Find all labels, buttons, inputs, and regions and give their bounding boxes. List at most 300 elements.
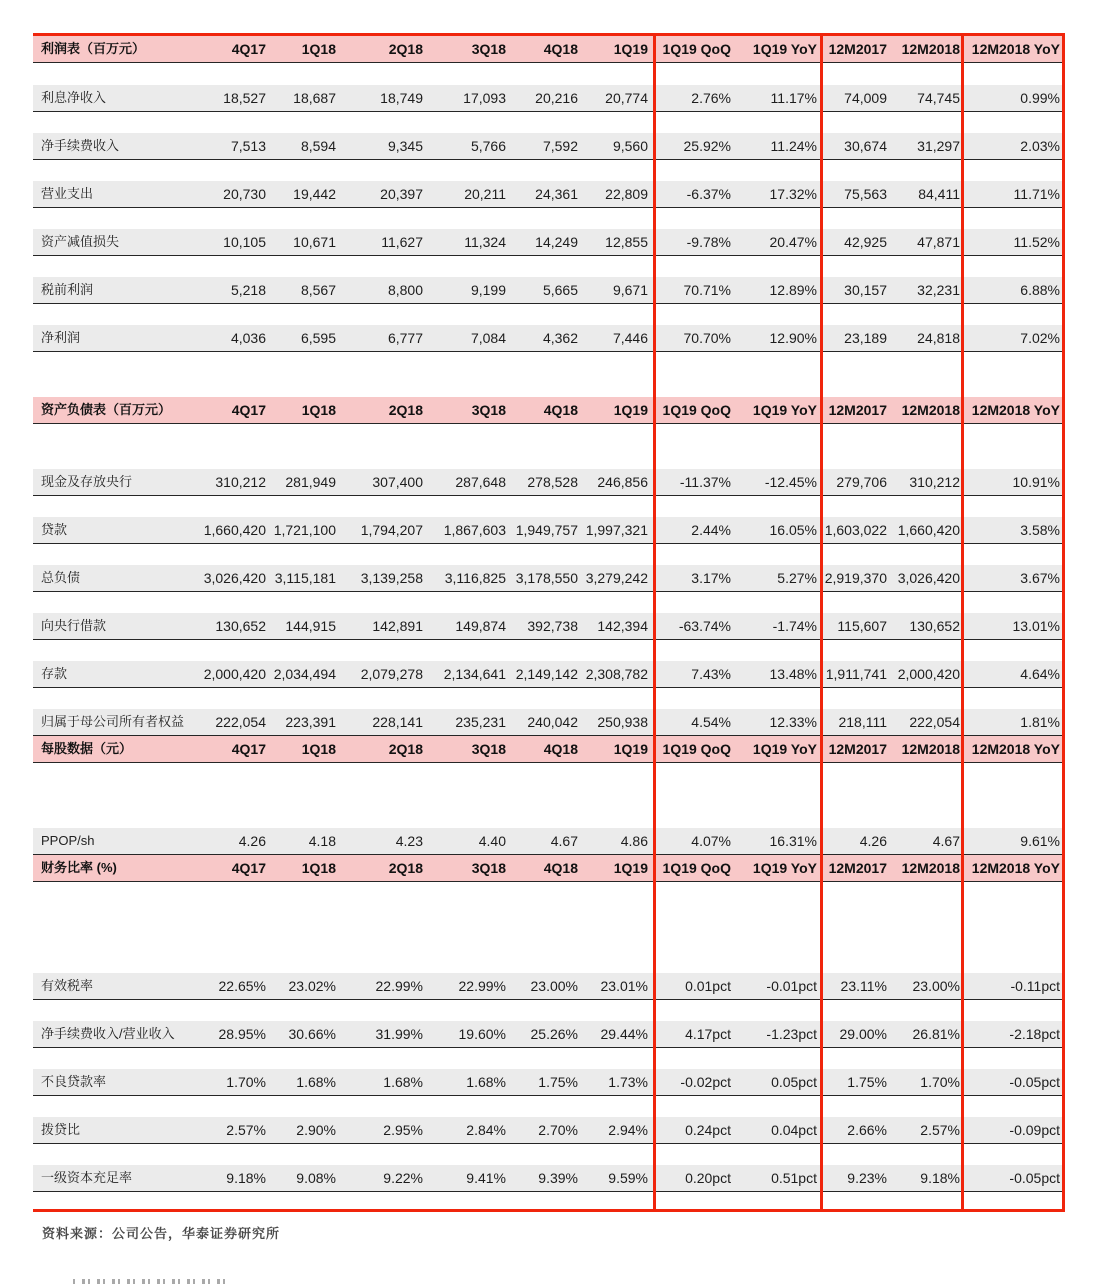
cell-value: 4.17pct bbox=[685, 1026, 731, 1042]
row-gap bbox=[33, 304, 1065, 325]
cell-value: -0.05pct bbox=[1009, 1074, 1060, 1090]
cell-value: 228,141 bbox=[372, 714, 423, 730]
cell-value: 0.51pct bbox=[771, 1170, 817, 1186]
cell-value: 142,394 bbox=[597, 618, 648, 634]
cell-value: 12,855 bbox=[605, 234, 648, 250]
cell-value: 19,442 bbox=[293, 186, 336, 202]
cell-value: 5,218 bbox=[230, 282, 266, 298]
cell-value: 8,567 bbox=[300, 282, 336, 298]
table-row bbox=[33, 133, 1065, 160]
cell-value: 3.67% bbox=[1020, 570, 1060, 586]
row-label: 有效税率 bbox=[41, 978, 94, 993]
cell-value: 11.24% bbox=[770, 138, 817, 154]
table-bottom-border bbox=[33, 1209, 1065, 1212]
cell-value: 3,178,550 bbox=[515, 570, 578, 586]
cell-value: 4.23 bbox=[395, 833, 423, 849]
red-divider-line-right bbox=[1062, 33, 1065, 1212]
cell-value: 1,721,100 bbox=[273, 522, 336, 538]
row-gap bbox=[33, 640, 1065, 661]
cell-value: 4.40 bbox=[478, 833, 506, 849]
column-header: 12M2017 bbox=[828, 41, 887, 57]
cell-value: 4.67 bbox=[550, 833, 578, 849]
cell-value: 8,594 bbox=[300, 138, 336, 154]
row-label: 向央行借款 bbox=[41, 618, 107, 633]
table-row bbox=[33, 613, 1065, 640]
table-row bbox=[33, 1165, 1065, 1192]
row-gap bbox=[33, 688, 1065, 709]
cell-value: 17,093 bbox=[463, 90, 506, 106]
table-row bbox=[33, 565, 1065, 592]
cell-value: 25.26% bbox=[530, 1026, 578, 1042]
cell-value: 8,800 bbox=[387, 282, 423, 298]
cell-value: 5,766 bbox=[470, 138, 506, 154]
cell-value: 144,915 bbox=[285, 618, 336, 634]
cell-value: 12.33% bbox=[769, 714, 817, 730]
column-header: 4Q18 bbox=[543, 402, 578, 418]
row-label: 税前利润 bbox=[41, 282, 94, 297]
cell-value: 13.01% bbox=[1012, 618, 1060, 634]
source-note: 资料来源：公司公告，华泰证券研究所 bbox=[42, 1226, 281, 1241]
cell-value: 20,216 bbox=[535, 90, 578, 106]
cell-value: 31.99% bbox=[375, 1026, 423, 1042]
cell-value: 2.03% bbox=[1020, 138, 1060, 154]
cell-value: 12.89% bbox=[769, 282, 817, 298]
cell-value: 1,997,321 bbox=[585, 522, 648, 538]
row-label: 归属于母公司所有者权益 bbox=[41, 714, 185, 729]
table-row bbox=[33, 1021, 1065, 1048]
row-gap bbox=[33, 63, 1065, 85]
section-header-row bbox=[33, 36, 1065, 63]
cell-value: 5.27% bbox=[777, 570, 817, 586]
cell-value: 1,949,757 bbox=[515, 522, 578, 538]
table-row bbox=[33, 661, 1065, 688]
cell-value: 246,856 bbox=[597, 474, 648, 490]
column-header: 12M2018 YoY bbox=[971, 860, 1060, 876]
cell-value: 12.90% bbox=[769, 330, 817, 346]
cell-value: 26.81% bbox=[912, 1026, 960, 1042]
column-header: 1Q19 bbox=[613, 860, 648, 876]
row-label: 净手续费收入/营业收入 bbox=[41, 1026, 175, 1041]
table-rows-container bbox=[33, 36, 1065, 1209]
row-gap bbox=[33, 1144, 1065, 1165]
cell-value: 4,036 bbox=[230, 330, 266, 346]
column-header: 1Q19 YoY bbox=[752, 860, 817, 876]
column-header: 12M2018 bbox=[901, 41, 960, 57]
cell-value: 235,231 bbox=[455, 714, 506, 730]
cell-value: 9.23% bbox=[847, 1170, 887, 1186]
cell-value: 20,211 bbox=[464, 186, 506, 202]
cell-value: 250,938 bbox=[597, 714, 648, 730]
cell-value: 0.24pct bbox=[685, 1122, 731, 1138]
cell-value: 7,084 bbox=[470, 330, 506, 346]
cell-value: 2,919,370 bbox=[824, 570, 887, 586]
cell-value: 70.70% bbox=[683, 330, 731, 346]
cell-value: 2,079,278 bbox=[360, 666, 423, 682]
cell-value: 3,026,420 bbox=[897, 570, 960, 586]
cell-value: -63.74% bbox=[678, 618, 731, 634]
table-row bbox=[33, 469, 1065, 496]
cell-value: 7,513 bbox=[230, 138, 266, 154]
cell-value: 14,249 bbox=[535, 234, 578, 250]
row-gap bbox=[33, 882, 1065, 973]
cell-value: 1.68% bbox=[466, 1074, 506, 1090]
cell-value: 30.66% bbox=[288, 1026, 336, 1042]
cell-value: 1.81% bbox=[1020, 714, 1060, 730]
cell-value: 23.01% bbox=[600, 978, 648, 994]
table-row bbox=[33, 1069, 1065, 1096]
cell-value: 1.75% bbox=[538, 1074, 578, 1090]
cell-value: 279,706 bbox=[836, 474, 887, 490]
cell-value: 30,157 bbox=[844, 282, 887, 298]
cell-value: 4.18 bbox=[308, 833, 336, 849]
cell-value: 9,671 bbox=[612, 282, 648, 298]
red-divider-line-3 bbox=[961, 33, 964, 1212]
cell-value: 9.61% bbox=[1020, 833, 1060, 849]
cell-value: 2.57% bbox=[226, 1122, 266, 1138]
cell-value: 1,867,603 bbox=[443, 522, 506, 538]
column-header: 1Q18 bbox=[301, 860, 336, 876]
cell-value: 1,603,022 bbox=[824, 522, 887, 538]
cell-value: 392,738 bbox=[527, 618, 578, 634]
table-row bbox=[33, 325, 1065, 352]
row-label: 净手续费收入 bbox=[41, 138, 120, 153]
cell-value: 29.00% bbox=[839, 1026, 887, 1042]
financial-table bbox=[33, 33, 1065, 1212]
cell-value: 9.59% bbox=[608, 1170, 648, 1186]
cell-value: 310,212 bbox=[909, 474, 960, 490]
cell-value: 7.43% bbox=[691, 666, 731, 682]
cell-value: 281,949 bbox=[285, 474, 336, 490]
column-header: 1Q19 bbox=[613, 741, 648, 757]
cell-value: 74,745 bbox=[917, 90, 960, 106]
cell-value: 23.11% bbox=[840, 978, 887, 994]
row-gap bbox=[33, 763, 1065, 828]
row-label: 贷款 bbox=[41, 522, 68, 537]
row-label: 一级资本充足率 bbox=[41, 1170, 133, 1185]
row-gap bbox=[33, 592, 1065, 613]
column-header: 4Q17 bbox=[231, 402, 266, 418]
table-row bbox=[33, 709, 1065, 736]
column-header: 12M2018 bbox=[901, 741, 960, 757]
column-header: 3Q18 bbox=[471, 41, 506, 57]
column-header: 12M2018 YoY bbox=[971, 41, 1060, 57]
cell-value: 11.17% bbox=[770, 90, 817, 106]
cell-value: 4.26 bbox=[859, 833, 887, 849]
column-header: 1Q18 bbox=[301, 41, 336, 57]
column-header: 1Q18 bbox=[301, 402, 336, 418]
column-header: 12M2018 bbox=[901, 860, 960, 876]
cell-value: 10.91% bbox=[1012, 474, 1060, 490]
cell-value: 2,000,420 bbox=[897, 666, 960, 682]
cell-value: 11.71% bbox=[1013, 186, 1060, 202]
cell-value: 28.95% bbox=[218, 1026, 266, 1042]
table-row bbox=[33, 828, 1065, 855]
cell-value: 9,560 bbox=[612, 138, 648, 154]
cell-value: 3,115,181 bbox=[274, 570, 336, 586]
column-header: 1Q19 YoY bbox=[752, 402, 817, 418]
cell-value: 4.07% bbox=[691, 833, 731, 849]
cell-value: 3,116,825 bbox=[444, 570, 506, 586]
cell-value: 16.05% bbox=[769, 522, 817, 538]
row-gap bbox=[33, 1000, 1065, 1021]
cell-value: 3.17% bbox=[691, 570, 731, 586]
cell-value: 6,595 bbox=[300, 330, 336, 346]
row-label: PPOP/sh bbox=[41, 833, 95, 848]
cell-value: 0.01pct bbox=[685, 978, 731, 994]
row-gap bbox=[33, 544, 1065, 565]
row-gap bbox=[33, 112, 1065, 133]
cell-value: -0.01pct bbox=[766, 978, 817, 994]
cell-value: 1.70% bbox=[920, 1074, 960, 1090]
row-label: 不良贷款率 bbox=[41, 1074, 107, 1089]
cell-value: 22.99% bbox=[375, 978, 423, 994]
cell-value: -12.45% bbox=[764, 474, 817, 490]
cell-value: 6.88% bbox=[1020, 282, 1060, 298]
cell-value: 2.57% bbox=[920, 1122, 960, 1138]
cell-value: 42,925 bbox=[844, 234, 887, 250]
cell-value: 10,671 bbox=[293, 234, 336, 250]
column-header: 4Q18 bbox=[543, 41, 578, 57]
cell-value: 1,911,741 bbox=[825, 666, 887, 682]
section-title: 财务比率 (%) bbox=[41, 860, 117, 875]
cell-value: 10,105 bbox=[223, 234, 266, 250]
row-gap bbox=[33, 1192, 1065, 1209]
cell-value: 5,665 bbox=[542, 282, 578, 298]
cell-value: 222,054 bbox=[215, 714, 266, 730]
column-header: 1Q19 QoQ bbox=[662, 860, 731, 876]
cell-value: 142,891 bbox=[372, 618, 423, 634]
column-header: 12M2018 YoY bbox=[971, 402, 1060, 418]
cell-value: 24,361 bbox=[535, 186, 578, 202]
column-header: 1Q19 bbox=[613, 41, 648, 57]
cell-value: 20.47% bbox=[769, 234, 817, 250]
cell-value: 2.94% bbox=[608, 1122, 648, 1138]
cell-value: 29.44% bbox=[600, 1026, 648, 1042]
cell-value: 307,400 bbox=[372, 474, 423, 490]
column-header: 4Q17 bbox=[231, 41, 266, 57]
cell-value: 25.92% bbox=[683, 138, 731, 154]
cell-value: 218,111 bbox=[838, 714, 887, 730]
cell-value: 2.90% bbox=[296, 1122, 336, 1138]
cell-value: 19.60% bbox=[458, 1026, 506, 1042]
row-gap bbox=[33, 256, 1065, 277]
row-gap bbox=[33, 208, 1065, 229]
column-header: 12M2017 bbox=[828, 741, 887, 757]
table-row bbox=[33, 229, 1065, 256]
row-label: 营业支出 bbox=[41, 186, 94, 201]
section-title: 每股数据（元） bbox=[41, 741, 133, 756]
cell-value: 3.58% bbox=[1020, 522, 1060, 538]
cell-value: 1.73% bbox=[608, 1074, 648, 1090]
column-header: 12M2018 YoY bbox=[971, 741, 1060, 757]
cell-value: 23.00% bbox=[912, 978, 960, 994]
table-row bbox=[33, 181, 1065, 208]
cell-value: 1.68% bbox=[296, 1074, 336, 1090]
column-header: 2Q18 bbox=[388, 41, 423, 57]
cell-value: 3,279,242 bbox=[585, 570, 648, 586]
section-title: 资产负债表（百万元） bbox=[41, 402, 172, 417]
cell-value: 22,809 bbox=[605, 186, 648, 202]
cell-value: 2.44% bbox=[691, 522, 731, 538]
cell-value: 9,199 bbox=[470, 282, 506, 298]
cell-value: 22.65% bbox=[218, 978, 266, 994]
cell-value: 130,652 bbox=[215, 618, 266, 634]
column-header: 4Q18 bbox=[543, 741, 578, 757]
column-header: 1Q19 QoQ bbox=[662, 402, 731, 418]
cell-value: 3,026,420 bbox=[203, 570, 266, 586]
cell-value: 2.76% bbox=[691, 90, 731, 106]
cell-value: -9.78% bbox=[686, 234, 731, 250]
cell-value: 2,000,420 bbox=[203, 666, 266, 682]
cell-value: 2.84% bbox=[466, 1122, 506, 1138]
cell-value: 13.48% bbox=[769, 666, 817, 682]
cell-value: 16.31% bbox=[769, 833, 817, 849]
cell-value: 11,627 bbox=[381, 234, 423, 250]
column-header: 4Q18 bbox=[543, 860, 578, 876]
cell-value: 9.41% bbox=[466, 1170, 506, 1186]
cell-value: 287,648 bbox=[455, 474, 506, 490]
cell-value: -11.37% bbox=[679, 474, 731, 490]
cell-value: 75,563 bbox=[844, 186, 887, 202]
column-header: 1Q19 QoQ bbox=[662, 41, 731, 57]
cell-value: 2,134,641 bbox=[443, 666, 506, 682]
table-row bbox=[33, 973, 1065, 1000]
cell-value: 23.02% bbox=[288, 978, 336, 994]
cell-value: 0.05pct bbox=[771, 1074, 817, 1090]
cell-value: 20,397 bbox=[380, 186, 423, 202]
clipped-text-remnant bbox=[73, 1279, 227, 1284]
cell-value: 7,592 bbox=[542, 138, 578, 154]
cell-value: 0.99% bbox=[1020, 90, 1060, 106]
column-header: 2Q18 bbox=[388, 860, 423, 876]
cell-value: 30,674 bbox=[844, 138, 887, 154]
cell-value: 2.95% bbox=[383, 1122, 423, 1138]
column-header: 1Q19 QoQ bbox=[662, 741, 731, 757]
column-header: 1Q19 YoY bbox=[752, 41, 817, 57]
cell-value: 2.70% bbox=[538, 1122, 578, 1138]
cell-value: -0.09pct bbox=[1009, 1122, 1060, 1138]
column-header: 1Q19 YoY bbox=[752, 741, 817, 757]
column-header: 12M2017 bbox=[828, 860, 887, 876]
table-row bbox=[33, 277, 1065, 304]
cell-value: 7,446 bbox=[612, 330, 648, 346]
row-gap bbox=[33, 160, 1065, 181]
cell-value: 9.18% bbox=[226, 1170, 266, 1186]
cell-value: -6.37% bbox=[686, 186, 731, 202]
cell-value: 310,212 bbox=[215, 474, 266, 490]
table-row bbox=[33, 85, 1065, 112]
red-divider-line-2 bbox=[820, 33, 823, 1212]
column-header: 1Q19 bbox=[613, 402, 648, 418]
cell-value: 149,874 bbox=[455, 618, 506, 634]
cell-value: 32,231 bbox=[917, 282, 960, 298]
row-label: 存款 bbox=[41, 666, 68, 681]
cell-value: 240,042 bbox=[527, 714, 578, 730]
cell-value: -0.11pct bbox=[1010, 978, 1060, 994]
cell-value: 1,660,420 bbox=[203, 522, 266, 538]
cell-value: 7.02% bbox=[1020, 330, 1060, 346]
cell-value: 1.75% bbox=[847, 1074, 887, 1090]
row-gap bbox=[33, 352, 1065, 397]
cell-value: 31,297 bbox=[917, 138, 960, 154]
cell-value: -0.05pct bbox=[1009, 1170, 1060, 1186]
cell-value: 4.26 bbox=[238, 833, 266, 849]
column-header: 3Q18 bbox=[471, 860, 506, 876]
column-header: 1Q18 bbox=[301, 741, 336, 757]
cell-value: 11.52% bbox=[1013, 234, 1060, 250]
cell-value: 74,009 bbox=[844, 90, 887, 106]
cell-value: 23,189 bbox=[844, 330, 887, 346]
cell-value: 9.39% bbox=[538, 1170, 578, 1186]
cell-value: 0.04pct bbox=[771, 1122, 817, 1138]
row-label: 利息净收入 bbox=[41, 90, 107, 105]
cell-value: 4.54% bbox=[691, 714, 731, 730]
cell-value: 84,411 bbox=[918, 186, 960, 202]
cell-value: 23.00% bbox=[530, 978, 578, 994]
red-divider-line-1 bbox=[653, 33, 656, 1212]
section-header-row bbox=[33, 855, 1065, 882]
cell-value: -1.23pct bbox=[766, 1026, 817, 1042]
cell-value: -2.18pct bbox=[1009, 1026, 1060, 1042]
row-label: 资产减值损失 bbox=[41, 234, 120, 249]
column-header: 3Q18 bbox=[471, 741, 506, 757]
cell-value: 0.20pct bbox=[685, 1170, 731, 1186]
row-gap bbox=[33, 496, 1065, 517]
cell-value: 24,818 bbox=[917, 330, 960, 346]
row-label: 净利润 bbox=[41, 330, 81, 345]
cell-value: 11,324 bbox=[464, 234, 506, 250]
cell-value: 70.71% bbox=[683, 282, 731, 298]
cell-value: 4.86 bbox=[620, 833, 648, 849]
table-row bbox=[33, 1117, 1065, 1144]
cell-value: 3,139,258 bbox=[360, 570, 423, 586]
cell-value: 1.70% bbox=[226, 1074, 266, 1090]
cell-value: 115,607 bbox=[837, 618, 887, 634]
cell-value: 22.99% bbox=[458, 978, 506, 994]
section-title: 利润表（百万元） bbox=[41, 41, 146, 56]
cell-value: 4.64% bbox=[1020, 666, 1060, 682]
table-row bbox=[33, 517, 1065, 544]
cell-value: -0.02pct bbox=[680, 1074, 731, 1090]
cell-value: 18,687 bbox=[293, 90, 336, 106]
column-header: 2Q18 bbox=[388, 402, 423, 418]
cell-value: 2.66% bbox=[847, 1122, 887, 1138]
cell-value: 223,391 bbox=[285, 714, 336, 730]
column-header: 12M2018 bbox=[901, 402, 960, 418]
cell-value: 20,774 bbox=[605, 90, 648, 106]
cell-value: 4.67 bbox=[932, 833, 960, 849]
row-label: 现金及存放央行 bbox=[41, 474, 133, 489]
column-header: 3Q18 bbox=[471, 402, 506, 418]
cell-value: 1.68% bbox=[383, 1074, 423, 1090]
row-gap bbox=[33, 1048, 1065, 1069]
row-label: 总负债 bbox=[41, 570, 81, 585]
cell-value: 6,777 bbox=[387, 330, 423, 346]
cell-value: 2,149,142 bbox=[515, 666, 578, 682]
column-header: 12M2017 bbox=[828, 402, 887, 418]
cell-value: 17.32% bbox=[769, 186, 817, 202]
cell-value: 18,749 bbox=[380, 90, 423, 106]
cell-value: 20,730 bbox=[223, 186, 266, 202]
cell-value: 2,308,782 bbox=[585, 666, 648, 682]
row-gap bbox=[33, 1096, 1065, 1117]
cell-value: 222,054 bbox=[909, 714, 960, 730]
cell-value: 47,871 bbox=[917, 234, 960, 250]
cell-value: 1,794,207 bbox=[360, 522, 423, 538]
section-header-row bbox=[33, 736, 1065, 763]
section-header-row bbox=[33, 397, 1065, 424]
cell-value: 130,652 bbox=[909, 618, 960, 634]
